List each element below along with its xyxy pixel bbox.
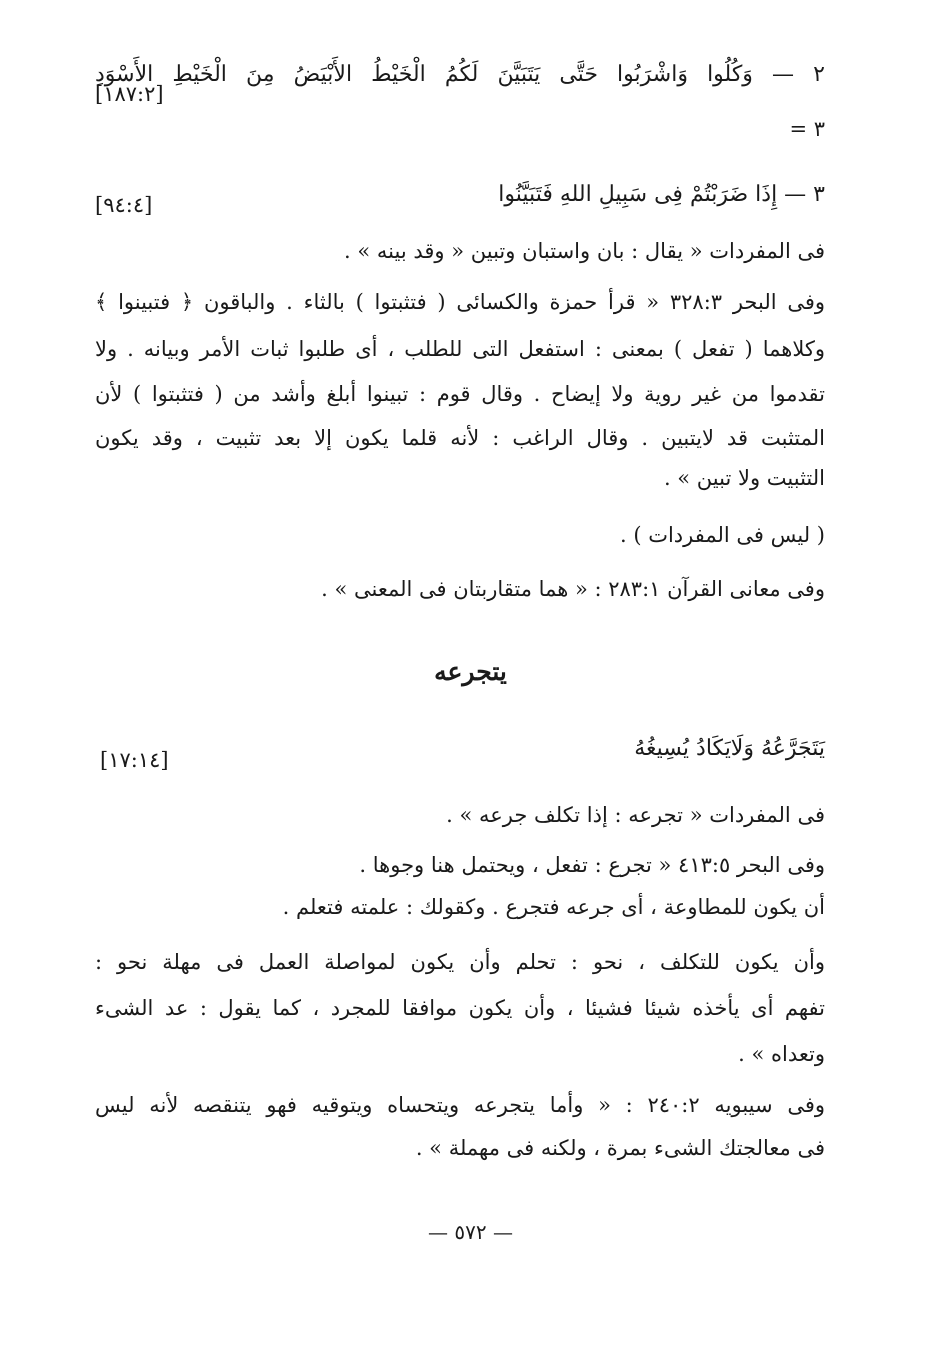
commentary-line: تفهم أى يأخذه شيئا فشيئا ، وأن يكون موافقا للمجرد ، كما يقول : عد الشىء bbox=[95, 996, 825, 1020]
verse-text: ٢ — وَكُلُوا وَاشْرَبُوا حَتَّى يَتَبَيَّنَ لَكُمُ الْخَيْطُ الأَبْيَضُ مِنَ الْخَيْطِ الأَسْوَدِ bbox=[95, 62, 825, 87]
commentary-line: وتعداه » . bbox=[738, 1042, 825, 1066]
verse-reference-3: [٩٤:٤] bbox=[95, 193, 153, 217]
commentary-line: وفى سيبويه ٢٤٠:٢ : « وأما يتجرعه ويتحساه ويتوقيه فهو يتنقصه لأنه ليس bbox=[95, 1093, 826, 1117]
commentary-line: فى معالجتك الشىء بمرة ، ولكنه فى مهملة » . bbox=[415, 1136, 825, 1160]
commentary-line: فى المفردات « يقال : بان واستبان وتبين « وقد بينه » . bbox=[344, 239, 825, 263]
commentary-line: التثبيت ولا تبين » . bbox=[663, 466, 825, 490]
commentary-line: وأن يكون للتكلف ، نحو : تحلم وأن يكون لمواصلة العمل فى مهلة نحو : bbox=[95, 950, 825, 974]
quran-verse-2 bbox=[95, 60, 825, 90]
cross-reference-note: ٣ = bbox=[789, 117, 825, 141]
commentary-line: فى المفردات « تجرعه : إذا تكلف جرعه » . bbox=[446, 803, 825, 827]
commentary-line: وفى البحر ٤١٣:٥ « تجرع : تفعل ، ويحتمل هنا وجوها . bbox=[359, 853, 825, 877]
page-number: — ٥٧٢ — bbox=[428, 1220, 513, 1244]
quran-verse-3: ٣ — إِذَا ضَرَبْتُمْ فِى سَبِيلِ اللهِ فَتَبَيَّنُوا bbox=[498, 182, 825, 207]
commentary-line: وفى البحر ٣٢٨:٣ « قرأ حمزة والكسائى ( فتثبتوا ) بالثاء . والباقون ﴿ فتبينوا ﴾ bbox=[95, 290, 825, 314]
verse-reference-2: [١٨٧:٢] bbox=[95, 82, 164, 106]
section-heading: يتجرعه bbox=[434, 657, 507, 686]
quran-verse-section: يَتَجَرَّعُهُ وَلَايَكَادُ يُسِيغُهُ bbox=[634, 736, 825, 761]
commentary-line: وكلاهما ( تفعل ) بمعنى : استفعل التى للطلب ، أى طلبوا ثبات الأمر وبيانه . ولا bbox=[95, 337, 825, 361]
commentary-line: ( ليس فى المفردات ) . bbox=[619, 523, 825, 547]
verse-reference-section: [١٧:١٤] bbox=[100, 748, 169, 772]
commentary-line: تقدموا من غير روية ولا إيضاح . وقال قوم : تبينوا أبلغ وأشد من ( فتثبتوا ) لأن bbox=[95, 382, 825, 406]
commentary-line: أن يكون للمطاوعة ، أى جرعه فتجرع . وكقولك : علمته فتعلم . bbox=[282, 895, 825, 919]
commentary-line: المتثبت قد لايتبين . وقال الراغب : لأنه قلما يكون إلا بعد تثبيت ، وقد يكون bbox=[95, 426, 825, 450]
commentary-line: وفى معانى القرآن ٢٨٣:١ : « هما متقاربتان فى المعنى » . bbox=[321, 577, 825, 601]
